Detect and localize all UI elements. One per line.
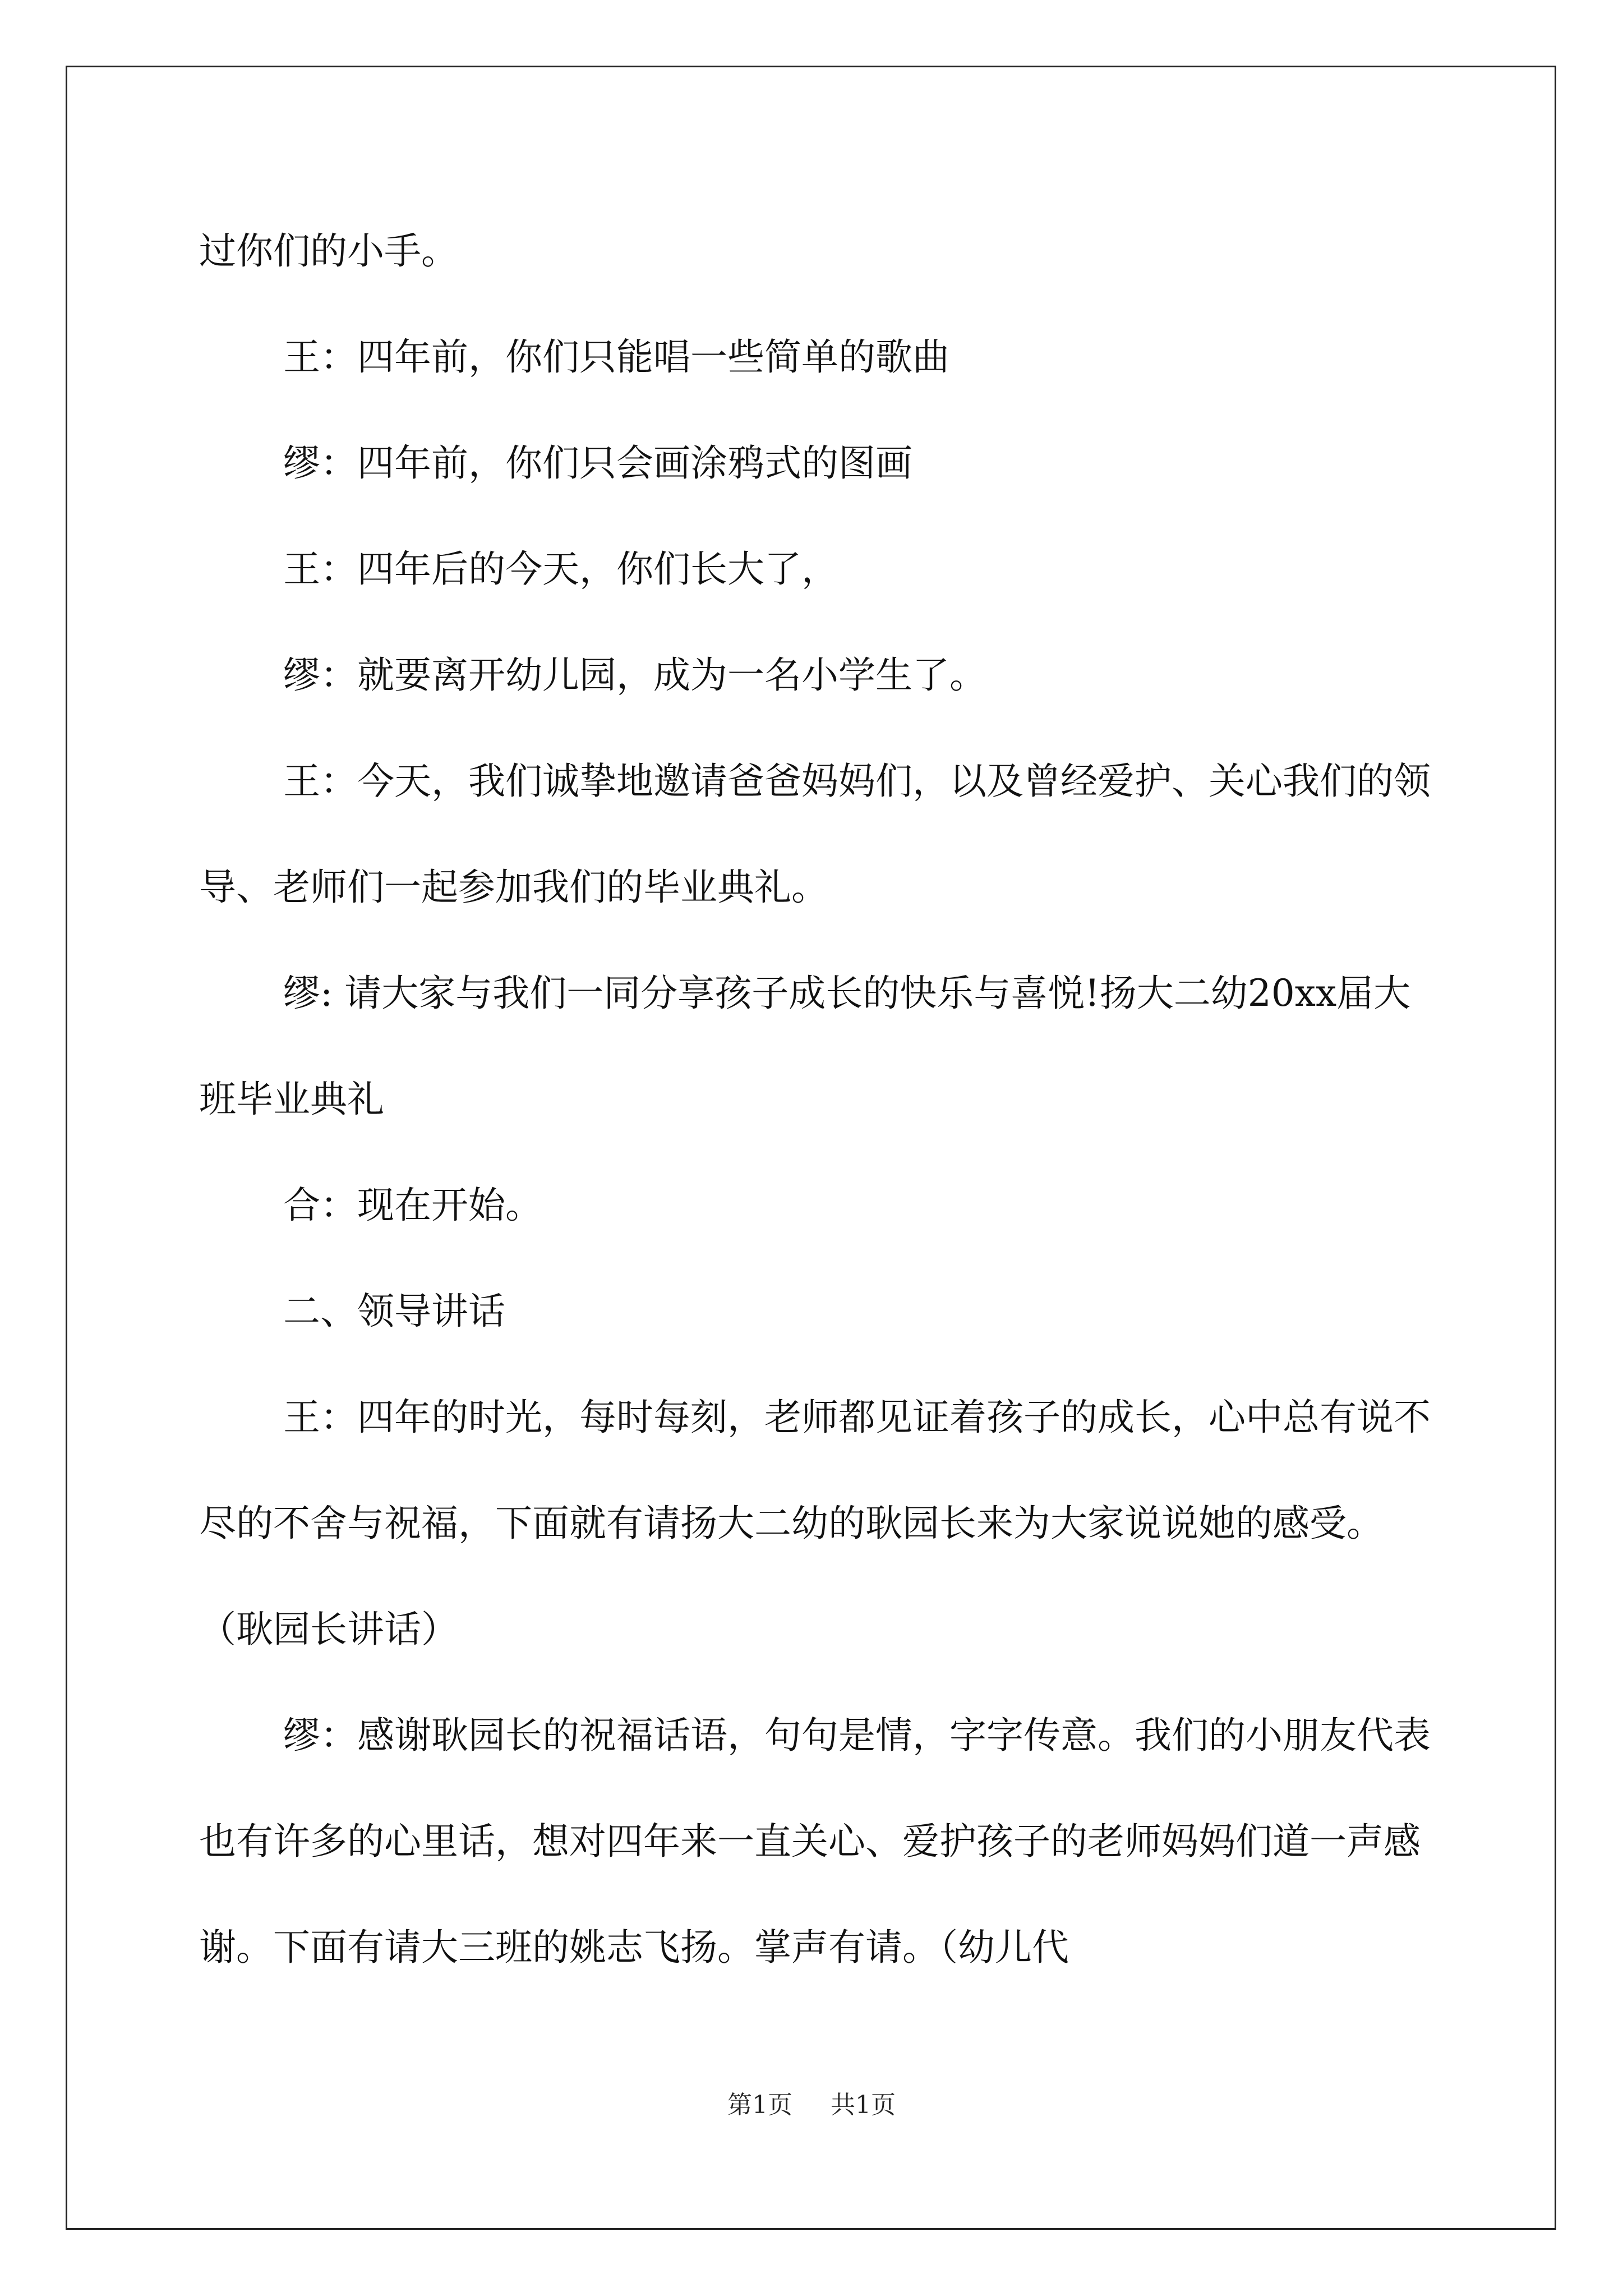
page-footer (0, 2088, 1623, 2122)
paragraph-6: 王：今天，我们诚挚地邀请爸爸妈妈们，以及曾经爱护、关心我们的领导、老师们一起参加我们的毕业典礼。 (199, 760, 1431, 909)
paragraph-10: 王：四年的时光，每时每刻，老师都见证着孩子的成长，心中总有说不尽的不舍与祝福，下面就有请扬大二幼的耿园长来为大家说说她的感受。（耿园长讲话） (199, 1396, 1431, 1651)
paragraph-7: 缪: 请大家与我们一同分享孩子成长的快乐与喜悦!扬大二幼20xx届大班毕业典礼 (199, 972, 1411, 1121)
paragraph-2: 王：四年前，你们只能唱一些简单的歌曲 (283, 335, 949, 379)
paragraph-8: 合：现在开始。 (283, 1184, 542, 1227)
section-heading-leader-speech: 二、领导讲话 (283, 1290, 505, 1333)
page-number-current: 第1页 (727, 2091, 792, 2119)
page-number-total: 共1页 (831, 2091, 896, 2119)
paragraph-11: 缪：感谢耿园长的祝福话语，句句是情，字字传意。我们的小朋友代表也有许多的心里话，想对四年来一直关心、爱护孩子的老师妈妈们道一声感谢。下面有请大三班的姚志飞扬。掌声有请。（幼儿代 (199, 1714, 1431, 1969)
paragraph-4: 王：四年后的今天，你们长大了， (283, 547, 838, 591)
paragraph-3: 缪：四年前，你们只会画涂鸦式的图画 (283, 441, 912, 485)
paragraph-5: 缪：就要离开幼儿园，成为一名小学生了。 (283, 654, 986, 697)
document-body (199, 198, 1433, 2000)
paragraph-1: 过你们的小手。 (199, 229, 458, 273)
